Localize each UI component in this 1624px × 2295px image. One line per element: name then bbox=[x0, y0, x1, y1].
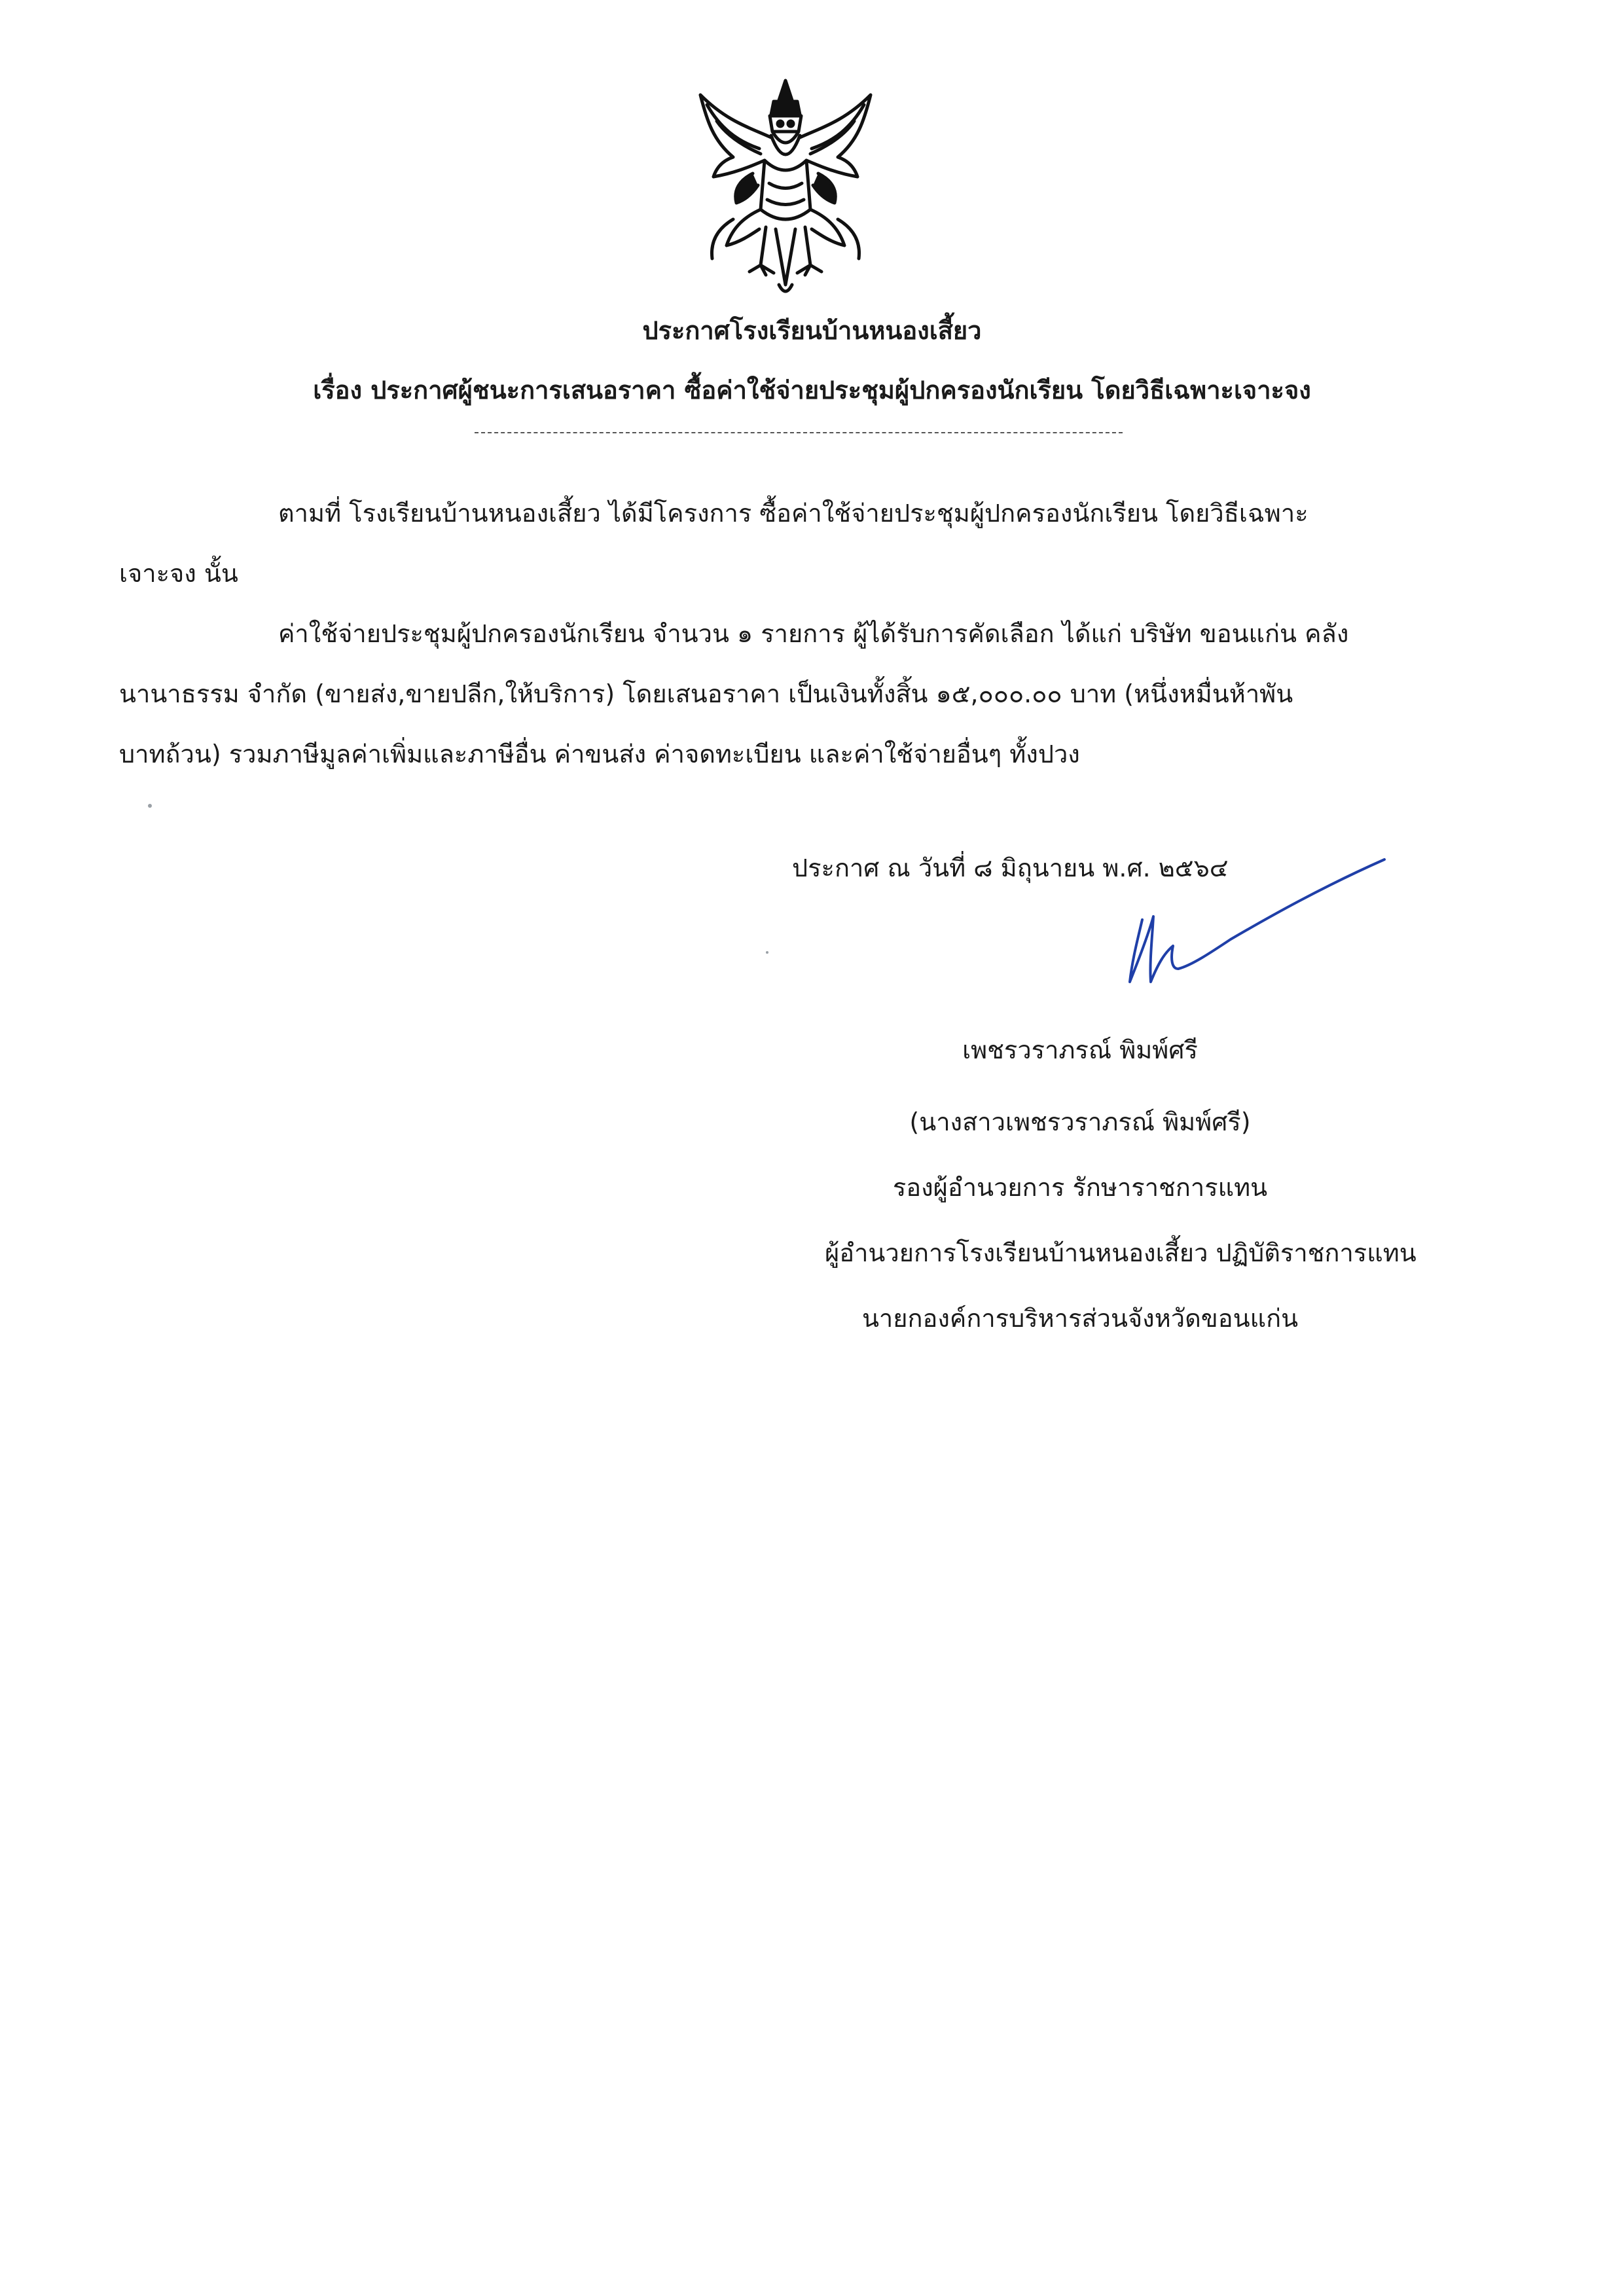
garuda-emblem-icon bbox=[687, 75, 884, 301]
handwritten-signature bbox=[1113, 854, 1401, 1011]
paragraph-2-line-2: นานาธรรม จำกัด (ขายส่ง,ขายปลีก,ให้บริการ) โดยเสนอราคา เป็นเงินทั้งสิ้น ๑๕,๐๐๐.๐๐ บาท (หนึ่งหมื่นห้าพัน bbox=[119, 679, 1293, 708]
announcement-date: ประกาศ ณ วันที่ ๘ มิถุนายน พ.ศ. ๒๕๖๔ bbox=[792, 854, 1229, 882]
signatory-position-3: นายกองค์การบริหารส่วนจังหวัดขอนแก่น bbox=[861, 1304, 1299, 1333]
paragraph-1-line-2: เจาะจง นั้น bbox=[119, 559, 238, 588]
announcement-title: ประกาศโรงเรียนบ้านหนองเสี้ยว bbox=[642, 316, 982, 345]
announcement-subject: เรื่อง ประกาศผู้ชนะการเสนอราคา ซื้อค่าใช้จ่ายประชุมผู้ปกครองนักเรียน โดยวิธีเฉพาะเจาะจง bbox=[313, 376, 1311, 405]
signatory-position-2: ผู้อำนวยการโรงเรียนบ้านหนองเสี้ยว ปฏิบัติราชการแทน bbox=[825, 1238, 1416, 1267]
paragraph-2-line-1: ค่าใช้จ่ายประชุมผู้ปกครองนักเรียน จำนวน ๑ รายการ ผู้ได้รับการคัดเลือก ได้แก่ บริษัท ขอนแก่น คลัง bbox=[278, 619, 1349, 648]
signatory-full-name: (นางสาวเพชรวราภรณ์ พิมพ์ศรี) bbox=[909, 1108, 1251, 1136]
title-divider bbox=[475, 432, 1123, 433]
scan-speck bbox=[766, 951, 768, 954]
paragraph-2-line-3: บาทถ้วน) รวมภาษีมูลค่าเพิ่มและภาษีอื่น ค่าขนส่ง ค่าจดทะเบียน และค่าใช้จ่ายอื่นๆ ทั้งปวง bbox=[119, 740, 1080, 768]
scan-speck bbox=[148, 804, 152, 808]
signatory-position-1: รองผู้อำนวยการ รักษาราชการแทน bbox=[892, 1173, 1268, 1202]
paragraph-1-line-1: ตามที่ โรงเรียนบ้านหนองเสี้ยว ได้มีโครงการ ซื้อค่าใช้จ่ายประชุมผู้ปกครองนักเรียน โดยวิธีเฉพาะ bbox=[278, 499, 1308, 528]
signatory-name: เพชรวราภรณ์ พิมพ์ศรี bbox=[962, 1036, 1198, 1064]
